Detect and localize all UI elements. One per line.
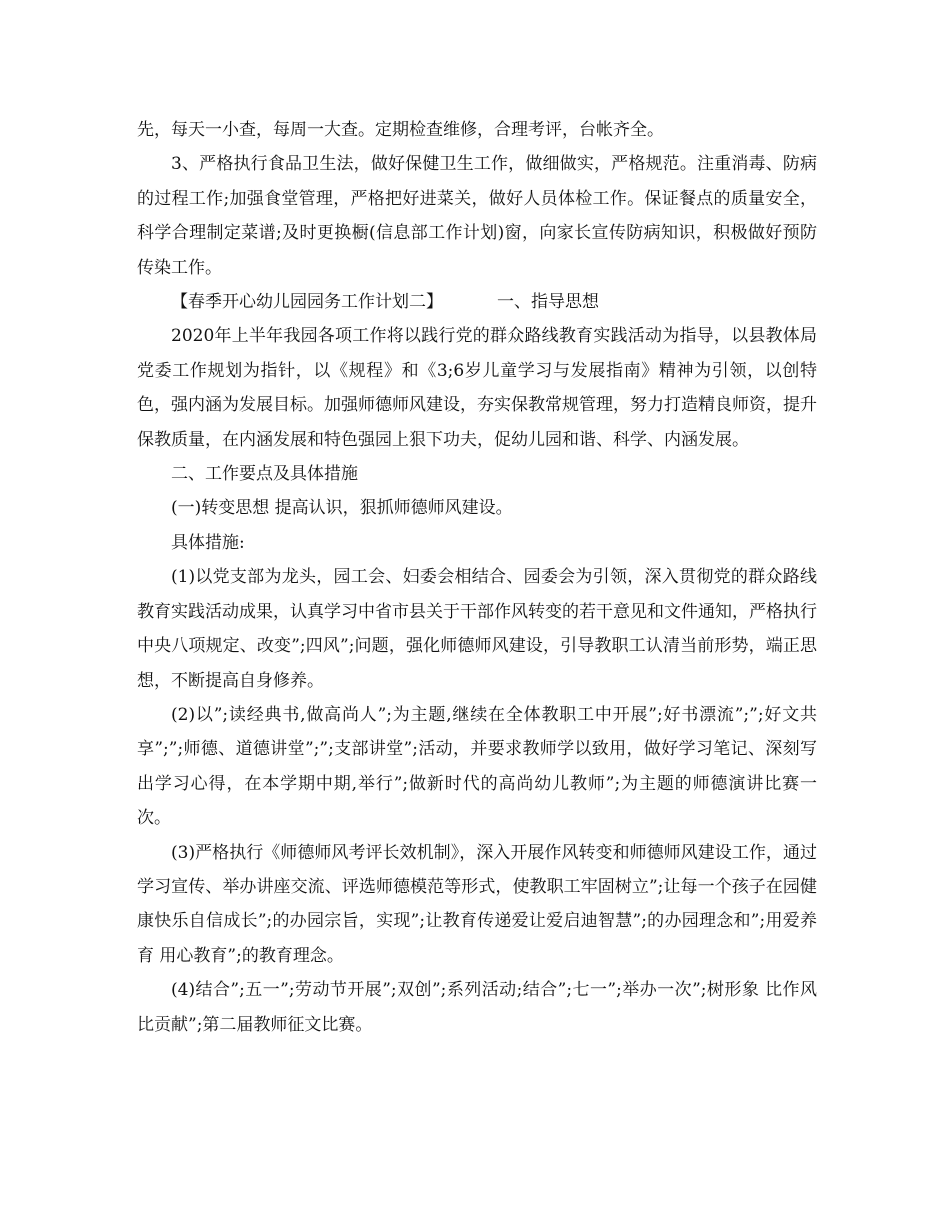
label-specific-measures: 具体措施: — [171, 532, 245, 553]
paragraph-health-work: 3、严格执行食品卫生法，做好保健卫生工作，做细做实，严格规范。注重消毒、防病的过程工作;加强食堂管理，严格把好进菜关，做好人员体检工作。保证餐点的质量安全，科学合理制定菜谱;及时更换橱(信息部工作计划)窗，向家长宣传防病知识，积极做好预防传染工作。 — [137, 154, 817, 278]
measure-item-3: (3)严格执行《师德师风考评长效机制》，深入开展作风转变和师德师风建设工作，通过学习宣传、举办讲座交流、评选师德模范等形式，使教职工牢固树立”;让每一个孩子在园健康快乐自信成长”;的办园宗旨，实现”;让教育传递爱让爱启迪智慧”;的办园理念和”;用爱养育 用心教育”;的教育理念。 — [137, 842, 817, 966]
section-heading-line — [137, 285, 817, 319]
paragraph-continuation: 先，每天一小查，每周一大查。定期检查维修，合理考评，台帐齐全。 — [137, 120, 664, 140]
measure-item-2: (2)以”;读经典书,做高尚人”;为主题,继续在全体教职工中开展”;好书漂流”;”;好文共享”;”;师德、道德讲堂”;”;支部讲堂”;活动，并要求教师学以致用，做好学习笔记、深刻写出学习心得，在本学期中期,举行”;做新时代的高尚幼儿教师”;为主题的师德演讲比赛一次。 — [137, 704, 817, 829]
subheading-ethics: (一)转变思想 提高认识，狠抓师德师风建设。 — [171, 498, 513, 519]
section-heading-work-points: 二、工作要点及具体措施 — [171, 464, 358, 485]
guiding-thought-heading: 一、指导思想 — [497, 292, 599, 313]
document-body — [137, 113, 817, 1042]
paragraph-guiding-thought: 2020年上半年我园各项工作将以践行党的群众路线教育实践活动为指导，以县教体局党委工作规划为指针，以《规程》和《3;6岁儿童学习与发展指南》精神为引领，以创特色，强内涵为发展目标。加强师德师风建设，夯实保教常规管理，努力打造精良师资，提升保教质量，在内涵发展和特色强园上狠下功夫，促幼儿园和谐、科学、内涵发展。 — [137, 326, 817, 450]
plan-title: 【春季开心幼儿园园务工作计划二】 — [171, 292, 443, 313]
measure-item-1: (1)以党支部为龙头，园工会、妇委会相结合、园委会为引领，深入贯彻党的群众路线教育实践活动成果，认真学习中省市县关于干部作风转变的若干意见和文件通知，严格执行中央八项规定、改变”;四风”;问题，强化师德师风建设，引导教职工认清当前形势，端正思想，不断提高自身修养。 — [137, 567, 817, 691]
measure-item-4: (4)结合”;五一”;劳动节开展”;双创”;系列活动;结合”;七一”;举办一次”;树形象 比作风比贡献”;第二届教师征文比赛。 — [137, 980, 817, 1035]
